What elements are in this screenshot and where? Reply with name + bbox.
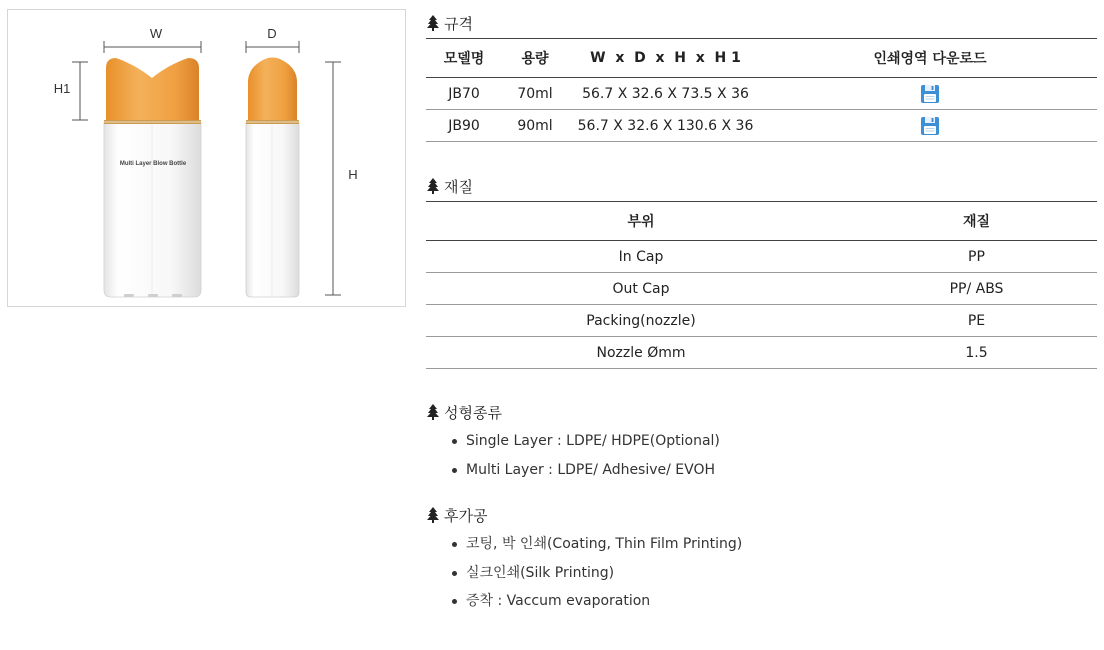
header-volume: 용량 <box>521 51 549 67</box>
floppy-disk-icon[interactable] <box>920 116 940 136</box>
header-dimensions: W x D x H x H 1 <box>590 50 741 66</box>
table-row <box>426 241 1097 273</box>
spec-table <box>426 38 1097 142</box>
spec-section-title <box>426 13 473 33</box>
table-row <box>426 110 1097 142</box>
bottle-label-text: Multi Layer Blow Bottle <box>119 161 187 167</box>
width-dimension <box>104 26 201 53</box>
molding-list <box>466 427 720 484</box>
material-cell: PP <box>968 248 985 265</box>
tree-icon <box>426 507 440 523</box>
dim-d-label: D <box>267 26 277 41</box>
tree-icon <box>426 404 440 420</box>
table-row <box>426 305 1097 337</box>
model-cell: JB90 <box>448 117 480 134</box>
h1-dimension <box>54 62 88 120</box>
list-item: Single Layer : LDPE/ HDPE(Optional) <box>466 427 720 456</box>
material-section-title <box>426 176 473 196</box>
list-item: Multi Layer : LDPE/ Adhesive/ EVOH <box>466 456 720 485</box>
tree-icon <box>426 178 440 194</box>
dim-h1-label: H1 <box>53 81 71 96</box>
header-model: 모델명 <box>443 51 485 67</box>
section-title-text: 성형종류 <box>444 403 502 422</box>
post-processing-section-title <box>426 505 487 525</box>
table-row <box>426 337 1097 369</box>
table-header-row <box>426 202 1097 241</box>
part-cell: Packing(nozzle) <box>586 312 696 329</box>
bottle-dimension-diagram <box>8 10 407 308</box>
tree-icon <box>426 15 440 31</box>
section-title-text: 후가공 <box>444 506 488 525</box>
list-item: 코팅, 박 인쇄(Coating, Thin Film Printing) <box>466 530 742 559</box>
h-dimension <box>325 62 358 295</box>
list-item: 실크인쇄(Silk Printing) <box>466 559 742 588</box>
model-cell: JB70 <box>448 85 480 102</box>
header-download: 인쇄영역 다운로드 <box>873 51 987 67</box>
material-cell: PP/ ABS <box>949 280 1004 297</box>
part-cell: Nozzle Ømm <box>596 344 686 361</box>
molding-section-title <box>426 402 502 422</box>
download-cell <box>763 110 1097 142</box>
floppy-disk-icon[interactable] <box>920 84 940 104</box>
section-title-text: 재질 <box>444 177 473 196</box>
bottle-front-view <box>104 58 201 297</box>
download-cell <box>763 78 1097 110</box>
volume-cell: 90ml <box>517 117 553 134</box>
table-row <box>426 273 1097 305</box>
dimensions-cell: 56.7 X 32.6 X 130.6 X 36 <box>577 117 754 134</box>
table-row <box>426 78 1097 110</box>
material-cell: 1.5 <box>965 344 988 361</box>
material-cell: PE <box>967 312 986 329</box>
list-item: 증착 : Vaccum evaporation <box>466 587 742 616</box>
bottle-side-view <box>246 58 299 298</box>
part-cell: In Cap <box>618 248 664 265</box>
part-cell: Out Cap <box>612 280 670 297</box>
dim-h-label: H <box>348 167 358 182</box>
volume-cell: 70ml <box>517 85 553 102</box>
section-title-text: 규격 <box>444 14 473 33</box>
dim-w-label: W <box>149 26 163 41</box>
product-image <box>7 9 406 307</box>
material-table <box>426 201 1097 369</box>
post-processing-list <box>466 530 742 616</box>
depth-dimension <box>246 26 299 53</box>
header-part: 부위 <box>627 214 655 230</box>
dimensions-cell: 56.7 X 32.6 X 73.5 X 36 <box>582 85 749 102</box>
header-material: 재질 <box>962 214 991 230</box>
table-header-row <box>426 39 1097 78</box>
